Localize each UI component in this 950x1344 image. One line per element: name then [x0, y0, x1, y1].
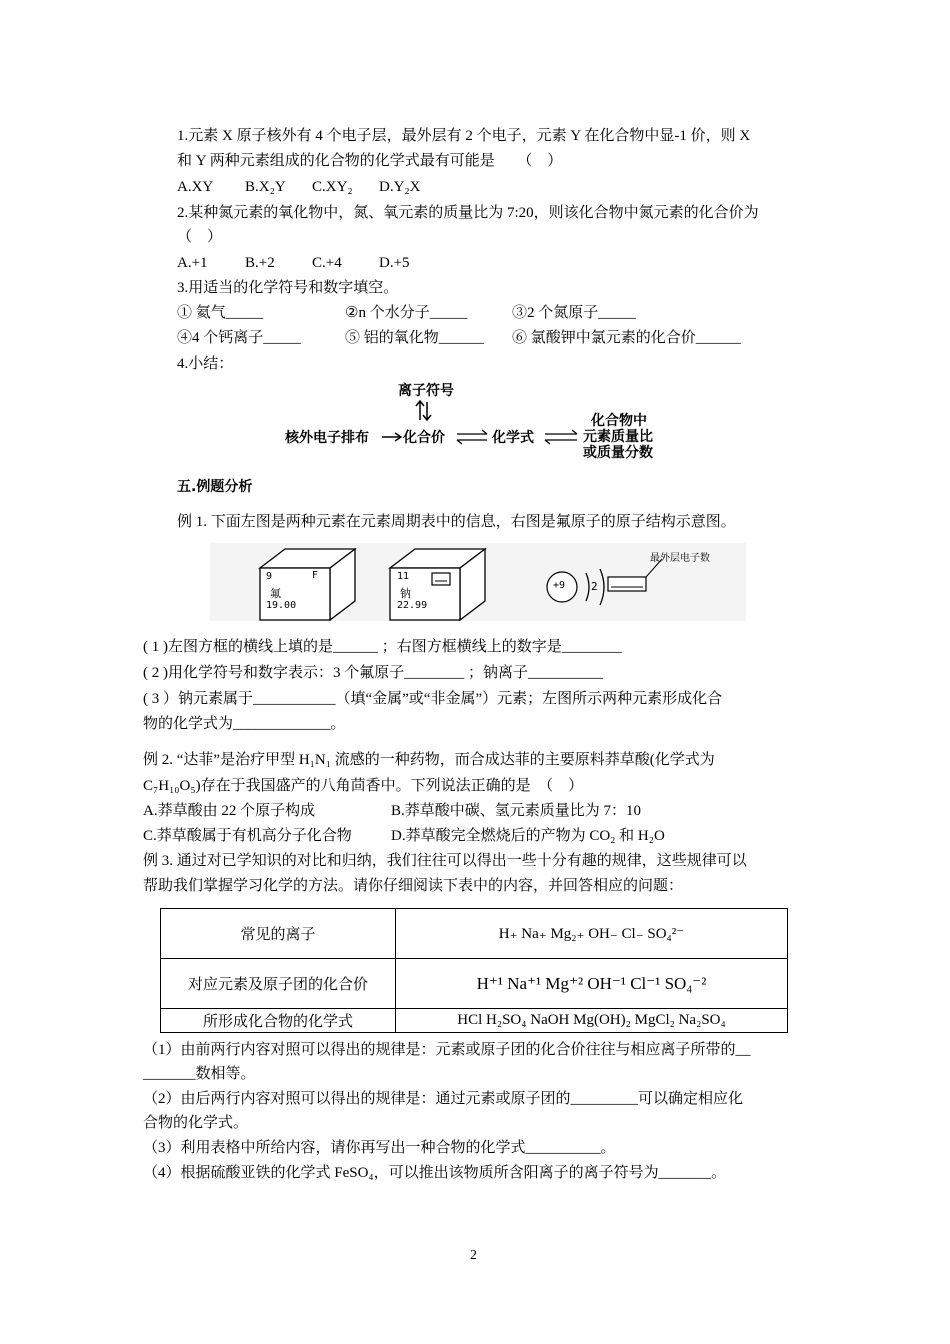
ion-row-label: 常见的离子: [161, 909, 396, 959]
fluorine-atomic-number: 9: [266, 571, 273, 582]
ex1-part-3-line2: 物的化学式为_____________。: [143, 716, 346, 732]
diagram-compound-1: 化合物中: [591, 413, 647, 429]
diagram-reversible-arrow-1: [455, 429, 489, 445]
atom-nucleus-charge: +9: [553, 580, 566, 591]
diagram-electron-config: 核外电子排布: [285, 430, 369, 446]
q2-option-b: B.+2: [245, 255, 275, 271]
q2-stem-line1: 2.某种氮元素的氧化物中，氮、氧元素的质量比为 7:20，则该化合物中氮元素的化合价为: [177, 205, 759, 221]
page-number: 2: [470, 1248, 477, 1263]
ex3-intro-line1: 例 3. 通过对已学知识的对比和归纳，我们往往可以得出一些十分有趣的规律，这些规律可以: [143, 853, 747, 869]
ion-table-row-valence: [161, 959, 788, 1009]
q1-option-c: C.XY₂: [312, 179, 353, 195]
fluorine-name: 氟: [270, 587, 281, 600]
q2-option-c: C.+4: [312, 255, 342, 271]
diagram-compound-3: 或质量分数: [583, 445, 653, 461]
ex1-intro: 例 1. 下面左图是两种元素在元素周期表中的信息，右图是氟原子的原子结构示意图。: [177, 514, 736, 530]
diagram-vertical-arrows: [414, 400, 434, 422]
ex3-answer-2-line1: （2）由后两行内容对照可以得出的规律是：通过元素或原子团的_________可以确定相应化: [143, 1091, 744, 1107]
q3-title: 3.用适当的化学符号和数字填空。: [177, 280, 399, 296]
diagram-valence: 化合价: [403, 430, 445, 446]
sodium-atomic-number: 11: [397, 571, 410, 582]
q3-item-2: ②n 个水分子_____: [345, 305, 468, 321]
section-title: 五.例题分析: [177, 479, 253, 495]
ex1-part-3-line1: ( 3 ）钠元素属于___________（填“金属”或“非金属”）元素；左图所示两种元素形成化合: [143, 691, 723, 707]
q3-item-5: ⑤ 铝的氧化物______: [345, 330, 484, 346]
ex3-answer-3: （3）利用表格中所给内容，请你再写出一种合物的化学式__________。: [143, 1140, 616, 1156]
ex1-part-2: ( 2 )用化学符号和数字表示：3 个氟原子________ ；钠离子__________: [143, 665, 603, 681]
q4-title: 4.小结：: [177, 356, 234, 372]
q3-item-1: ① 氦气_____: [177, 305, 264, 321]
q2-option-d: D.+5: [379, 255, 410, 271]
ex3-answer-1-line2: _______数相等。: [143, 1066, 256, 1082]
diagram-ion-symbol: 离子符号: [398, 383, 454, 399]
ion-row-value: H₊ Na₊ Mg₂₊ OH₋ Cl₋ SO₄²⁻: [396, 909, 788, 959]
ex1-part-1: ( 1 )左图方框的横线上填的是______ ；右图方框横线上的数字是________: [143, 639, 622, 655]
q1-stem-line1: 1.元素 X 原子核外有 4 个电子层，最外层有 2 个电子，元素 Y 在化合物中显-1 价，则 X: [177, 128, 751, 144]
ion-table-row-ions: [161, 909, 788, 959]
diagram-arrow-right-icon: [381, 430, 403, 444]
ex2-stem-line1: 例 2. “达菲”是治疗甲型 H₁N₁ 流感的一种药物，而合成达菲的主要原料莽草酸(化学式为: [143, 752, 715, 768]
diagram-compound-2: 元素质量比: [583, 429, 653, 445]
valence-row-label: 对应元素及原子团的化合价: [161, 959, 396, 1009]
q1-option-d: D.Y₂X: [379, 179, 421, 195]
fluorine-mass: 19.00: [266, 600, 297, 611]
ex3-answer-2-line2: 合物的化学式。: [143, 1115, 249, 1131]
atom-inner-shell-electrons: 2: [591, 580, 598, 593]
q1-option-a: A.XY: [177, 179, 214, 195]
ex2-option-d: D.莽草酸完全燃烧后的产物为 CO₂ 和 H₂O: [391, 828, 665, 844]
fluorine-symbol: F: [312, 570, 319, 581]
sodium-name: 钠: [400, 587, 411, 600]
ex3-answer-4: （4）根据硫酸亚铁的化学式 FeSO₄，可以推出该物质所含阳离子的离子符号为_______。: [143, 1165, 727, 1181]
valence-row-value: H⁺¹ Na⁺¹ Mg⁺² OH⁻¹ Cl⁻¹ SO₄⁻²: [396, 959, 788, 1009]
ex2-option-c: C.莽草酸属于有机高分子化合物: [143, 828, 352, 844]
q3-item-4: ④4 个钙离子_____: [177, 330, 301, 346]
q1-stem-line2: 和 Y 两种元素组成的化合物的化学式最有可能是 （ ）: [177, 153, 563, 169]
ex2-option-b: B.莽草酸中碳、氢元素质量比为 7：10: [391, 803, 642, 819]
sodium-mass: 22.99: [397, 600, 428, 611]
formula-row-label: 所形成化合物的化学式: [161, 1009, 396, 1033]
diagram-formula: 化学式: [492, 430, 534, 446]
diagram-reversible-arrow-2: [543, 429, 579, 445]
ex2-stem-line2: C₇H₁₀O₅)存在于我国盛产的八角茴香中。下列说法正确的是 （ ）: [143, 778, 584, 794]
q2-stem-line2: （ ）: [177, 229, 223, 245]
ex2-option-a: A.莽草酸由 22 个原子构成: [143, 803, 316, 819]
q2-option-a: A.+1: [177, 255, 208, 271]
atom-callout-label: 最外层电子数: [650, 553, 710, 564]
q1-option-b: B.X₂Y: [245, 179, 286, 195]
formula-row-value: HCl H₂SO₄ NaOH Mg(OH)₂ MgCl₂ Na₂SO₄: [396, 1009, 788, 1033]
ex3-answer-1-line1: （1）由前两行内容对照可以得出的规律是：元素或原子团的化合价往往与相应离子所带的__: [143, 1042, 751, 1058]
ex3-intro-line2: 帮助我们掌握学习化学的方法。请你仔细阅读下表中的内容，并回答相应的问题：: [143, 878, 684, 894]
q3-item-6: ⑥ 氯酸钾中氯元素的化合价______: [512, 330, 741, 346]
ion-table: [160, 908, 788, 1033]
q3-item-3: ③2 个氮原子_____: [512, 305, 636, 321]
ion-table-row-formula: [161, 1009, 788, 1033]
